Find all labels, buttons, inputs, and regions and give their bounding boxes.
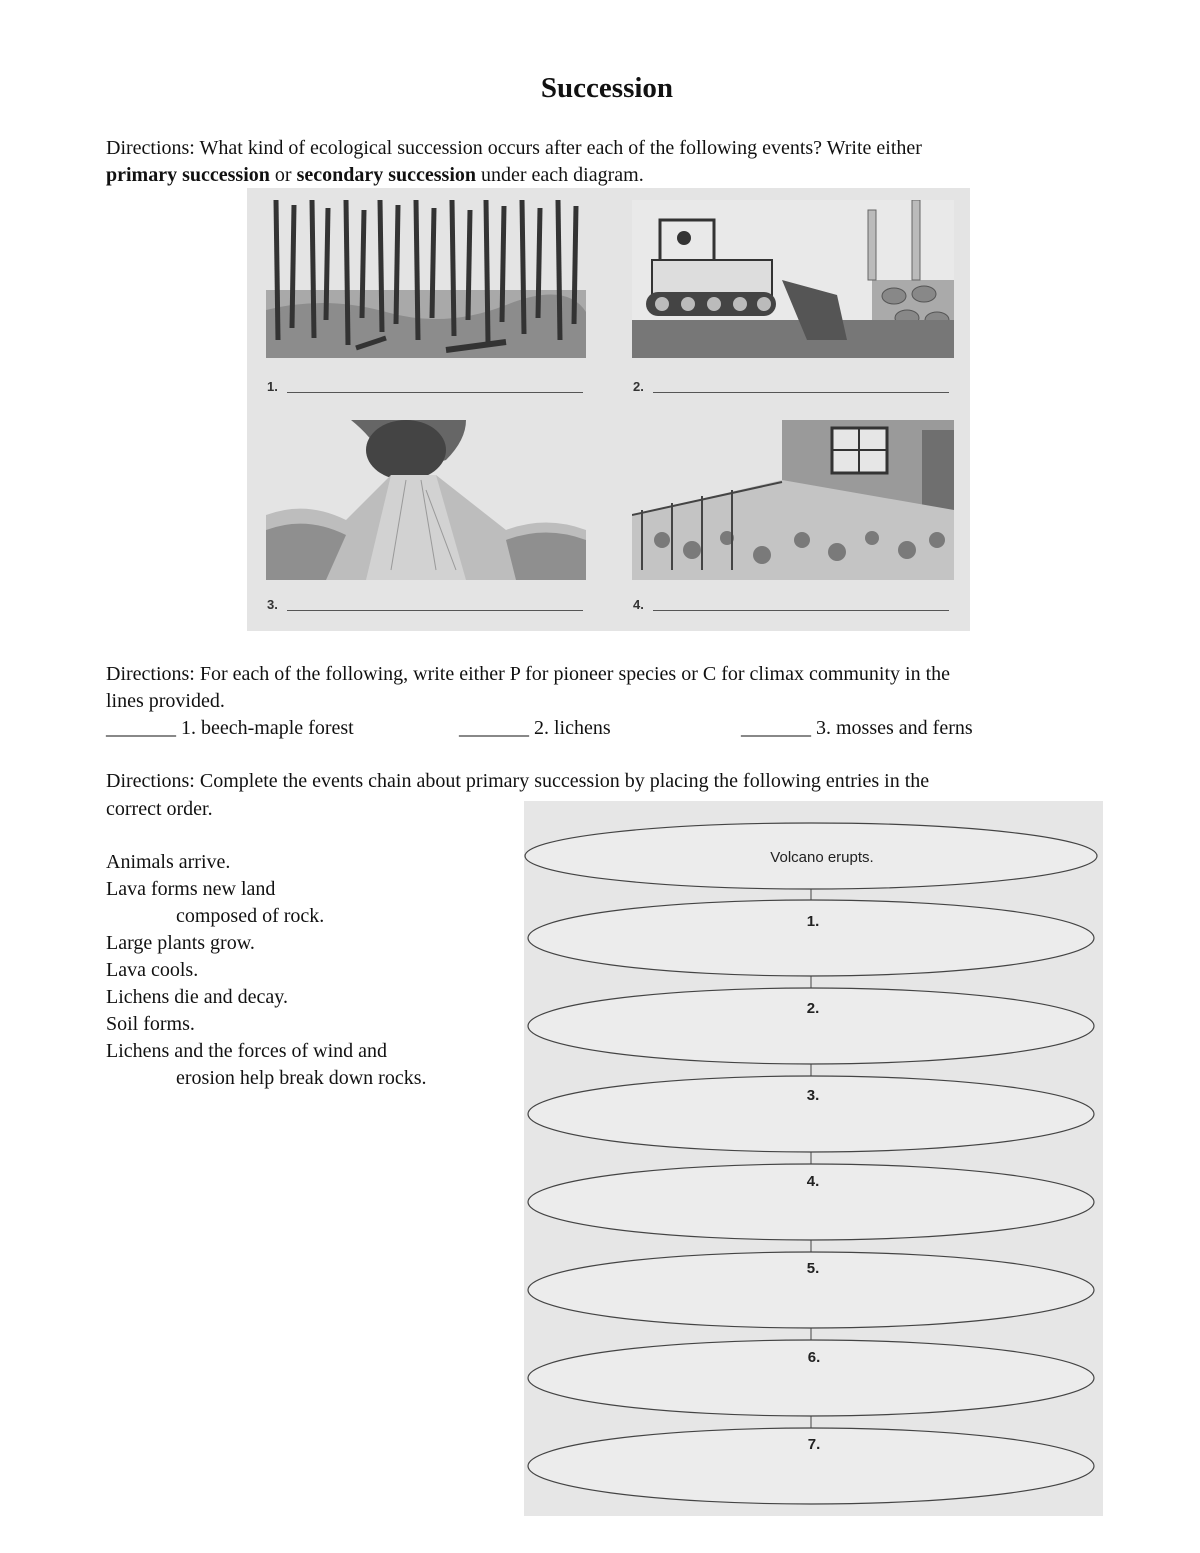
ps-item-3	[741, 715, 973, 742]
answer-blank-1[interactable]: _______	[106, 717, 176, 739]
volcano-image	[266, 420, 586, 580]
ps-item-label-2: 2. lichens	[534, 717, 611, 739]
diagram-panel	[247, 188, 970, 631]
entry-lichens-wind-cont: erosion help break down rocks.	[176, 1067, 427, 1089]
diagram-number-2: 2.	[633, 379, 644, 394]
page-title: Succession	[540, 72, 674, 104]
ps-item-label-3: 3. mosses and ferns	[816, 717, 973, 739]
entry-lava-cools: Lava cools.	[106, 959, 199, 981]
bulldozer-image	[632, 200, 954, 358]
directions-1-tail: under each diagram.	[481, 164, 644, 186]
answer-line-1[interactable]	[287, 391, 583, 393]
entry-lava-forms-land-cont: composed of rock.	[176, 905, 325, 927]
term-secondary-succession: secondary succession	[296, 164, 477, 186]
word-or: or	[274, 164, 292, 186]
chain-label-6: 6.	[807, 1349, 821, 1366]
directions-3-line-2: correct order.	[106, 798, 213, 820]
burned-forest-image	[266, 200, 586, 358]
ps-item-2	[459, 715, 611, 742]
answer-blank-2[interactable]: _______	[459, 717, 529, 739]
directions-2-line-2: lines provided.	[106, 690, 225, 712]
chain-label-3: 3.	[806, 1087, 820, 1104]
directions-1-line-2	[106, 162, 644, 189]
chain-label-1: 1.	[806, 913, 820, 930]
term-primary-succession: primary succession	[106, 164, 270, 186]
entry-lava-forms-land: Lava forms new land	[106, 878, 276, 900]
chain-label-7: 7.	[807, 1436, 821, 1453]
answer-line-3[interactable]	[287, 609, 583, 611]
entry-lichens-wind: Lichens and the forces of wind and	[106, 1040, 388, 1062]
chain-node-1	[528, 900, 1094, 976]
ps-item-label-1: 1. beech-maple forest	[181, 717, 354, 739]
entry-lichens-decay: Lichens die and decay.	[106, 986, 288, 1008]
directions-1-line-1: Directions: What kind of ecological succession occurs after each of the following events? Write either	[106, 137, 922, 159]
events-chain-diagram	[524, 801, 1103, 1516]
chain-label-2: 2.	[806, 1000, 820, 1017]
diagram-number-1: 1.	[267, 379, 278, 394]
chain-label-5: 5.	[806, 1260, 820, 1277]
diagram-number-4: 4.	[633, 597, 644, 612]
chain-label-4: 4.	[806, 1173, 820, 1190]
entry-soil-forms: Soil forms.	[106, 1013, 195, 1035]
directions-2-line-1: Directions: For each of the following, write either P for pioneer species or C for climax community in the	[106, 663, 951, 685]
diagram-number-3: 3.	[267, 597, 278, 612]
answer-line-4[interactable]	[653, 609, 949, 611]
entry-animals-arrive: Animals arrive.	[106, 851, 231, 873]
ps-item-1	[106, 715, 354, 742]
answer-blank-3[interactable]: _______	[741, 717, 811, 739]
answer-line-2[interactable]	[653, 391, 949, 393]
entry-large-plants: Large plants grow.	[106, 932, 255, 954]
abandoned-house-image	[632, 420, 954, 580]
directions-3-line-1: Directions: Complete the events chain about primary succession by placing the following entries in the	[106, 770, 930, 792]
chain-label-start: Volcano erupts.	[770, 849, 874, 866]
